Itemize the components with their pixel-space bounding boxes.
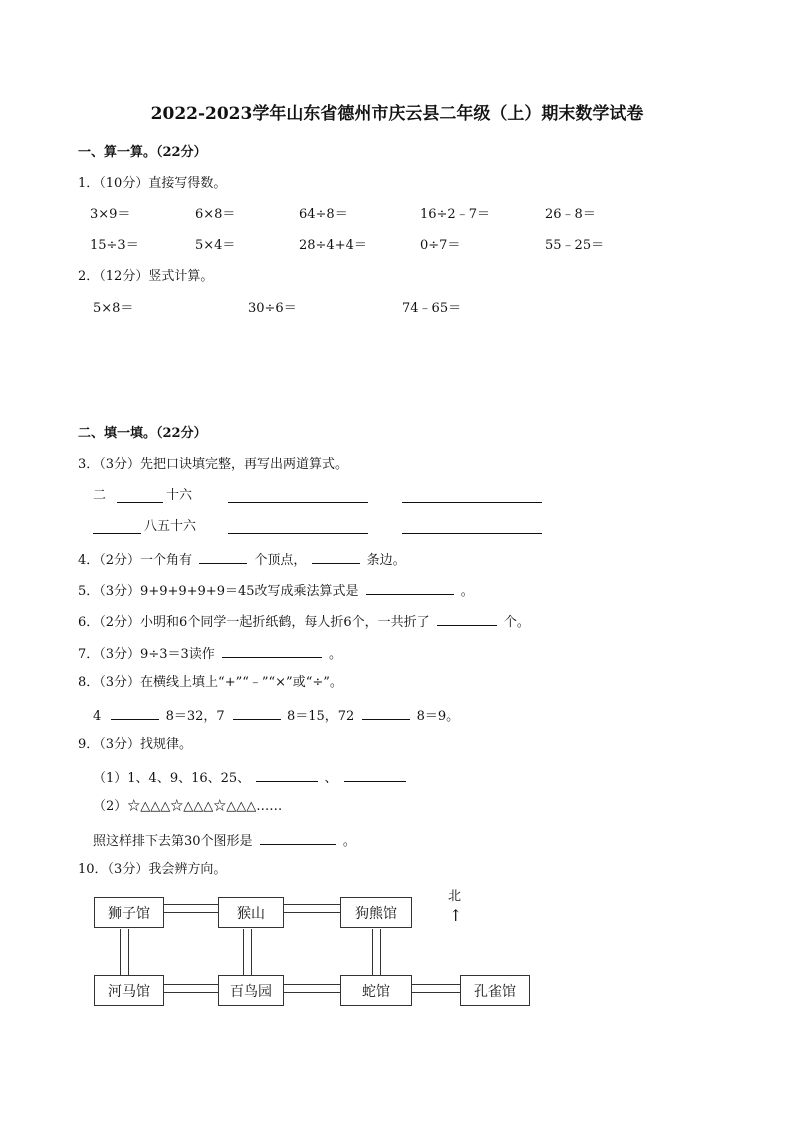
answer-blank[interactable]	[222, 645, 322, 658]
page-title: 2022-2023学年山东省德州市庆云县二年级（上）期末数学试卷	[150, 104, 644, 124]
q8-text: 8＝32，7	[165, 709, 225, 724]
question-9-part-3	[93, 832, 356, 848]
q4-text: 条边。	[366, 553, 406, 568]
answer-blank[interactable]	[366, 582, 454, 595]
question-9-part-1	[93, 769, 408, 785]
q8-text: 8＝9。	[416, 709, 460, 724]
path-connector	[243, 929, 252, 975]
answer-blank[interactable]	[228, 502, 368, 503]
q5-text: 。	[460, 584, 474, 599]
q6-text: 6．（2分）小明和6个同学一起折纸鹤，每人折6个，一共折了	[78, 615, 430, 630]
north-arrow-icon: ↑	[449, 906, 463, 925]
question-5	[78, 582, 474, 598]
answer-blank[interactable]	[344, 769, 406, 782]
answer-blank[interactable]	[312, 551, 360, 564]
question-4	[78, 551, 406, 567]
place-monkey-hill: 猴山	[218, 897, 284, 928]
q1-item: 3×9＝	[90, 207, 131, 222]
q1-item: 15÷3＝	[90, 238, 139, 253]
place-bear-house: 狗熊馆	[340, 897, 412, 928]
q9-pattern: （2）☆△△△☆△△△☆△△△……	[93, 799, 283, 814]
q4-text: 4．（2分）一个角有	[78, 553, 193, 568]
question-6	[78, 613, 530, 629]
question-10-label: 10．（3分）我会辨方向。	[78, 862, 227, 877]
q2-item: 30÷6＝	[248, 301, 297, 316]
answer-blank[interactable]	[233, 707, 281, 720]
q3-text: 八五十六	[144, 519, 197, 534]
answer-blank[interactable]	[228, 533, 368, 534]
place-peacock-house: 孔雀馆	[460, 975, 530, 1006]
question-8-items	[93, 707, 459, 723]
q8-text: 4	[93, 709, 102, 724]
place-bird-garden: 百鸟园	[218, 975, 284, 1006]
q7-text: 。	[329, 647, 343, 662]
question-1-label: 1．（10分）直接写得数。	[78, 176, 227, 191]
north-label: 北	[448, 889, 462, 904]
path-connector	[120, 929, 129, 975]
q8-text: 8＝15，72	[286, 709, 355, 724]
answer-blank[interactable]	[117, 502, 163, 503]
answer-blank[interactable]	[362, 707, 410, 720]
answer-blank[interactable]	[437, 613, 497, 626]
q9-text: 照这样排下去第30个图形是	[93, 834, 253, 849]
q9-text: （1）1、4、9、16、25、	[93, 771, 251, 786]
answer-blank[interactable]	[402, 533, 542, 534]
q1-item: 0÷7＝	[420, 238, 461, 253]
answer-blank[interactable]	[402, 502, 542, 503]
path-connector	[163, 904, 218, 913]
q1-item: 26﹣8＝	[545, 207, 596, 222]
place-hippo-house: 河马馆	[94, 975, 164, 1006]
q2-item: 5×8＝	[93, 301, 134, 316]
q1-item: 6×8＝	[195, 207, 236, 222]
path-connector	[283, 984, 340, 993]
section-2-heading: 二、填一填。（22分）	[78, 426, 207, 441]
q1-item: 64÷8＝	[299, 207, 348, 222]
answer-blank[interactable]	[199, 551, 247, 564]
q1-item: 16÷2﹣7＝	[420, 207, 490, 222]
q4-text: 个顶点，	[254, 553, 307, 568]
answer-blank[interactable]	[260, 832, 336, 845]
question-2-label: 2．（12分）竖式计算。	[78, 269, 214, 284]
q3-text: 二	[93, 488, 107, 503]
answer-blank[interactable]	[93, 533, 141, 534]
q6-text: 个。	[503, 615, 530, 630]
question-3-label: 3．（3分）先把口诀填完整，再写出两道算式。	[78, 457, 349, 472]
q1-item: 55﹣25＝	[545, 238, 605, 253]
q2-item: 74﹣65＝	[402, 301, 462, 316]
q9-text: 。	[342, 834, 356, 849]
path-connector	[372, 929, 381, 975]
question-9-label: 9．（3分）找规律。	[78, 737, 193, 752]
path-connector	[283, 904, 340, 913]
answer-blank[interactable]	[111, 707, 159, 720]
q3-text: 十六	[166, 488, 193, 503]
q5-text: 5．（3分）9+9+9+9+9＝45改写成乘法算式是	[78, 584, 359, 599]
question-8-label: 8．（3分）在横线上填上“+”“﹣”“×”或“÷”。	[78, 675, 343, 690]
place-snake-house: 蛇馆	[340, 975, 412, 1006]
path-connector	[163, 984, 218, 993]
answer-blank[interactable]	[256, 769, 318, 782]
q1-item: 5×4＝	[195, 238, 236, 253]
q7-text: 7．（3分）9÷3＝3读作	[78, 647, 215, 662]
question-7	[78, 645, 342, 661]
q9-text: 、	[324, 771, 338, 786]
section-1-heading: 一、算一算。（22分）	[78, 145, 207, 160]
q1-item: 28÷4+4＝	[299, 238, 367, 253]
place-lion-house: 狮子馆	[94, 897, 164, 928]
path-connector	[410, 984, 460, 993]
